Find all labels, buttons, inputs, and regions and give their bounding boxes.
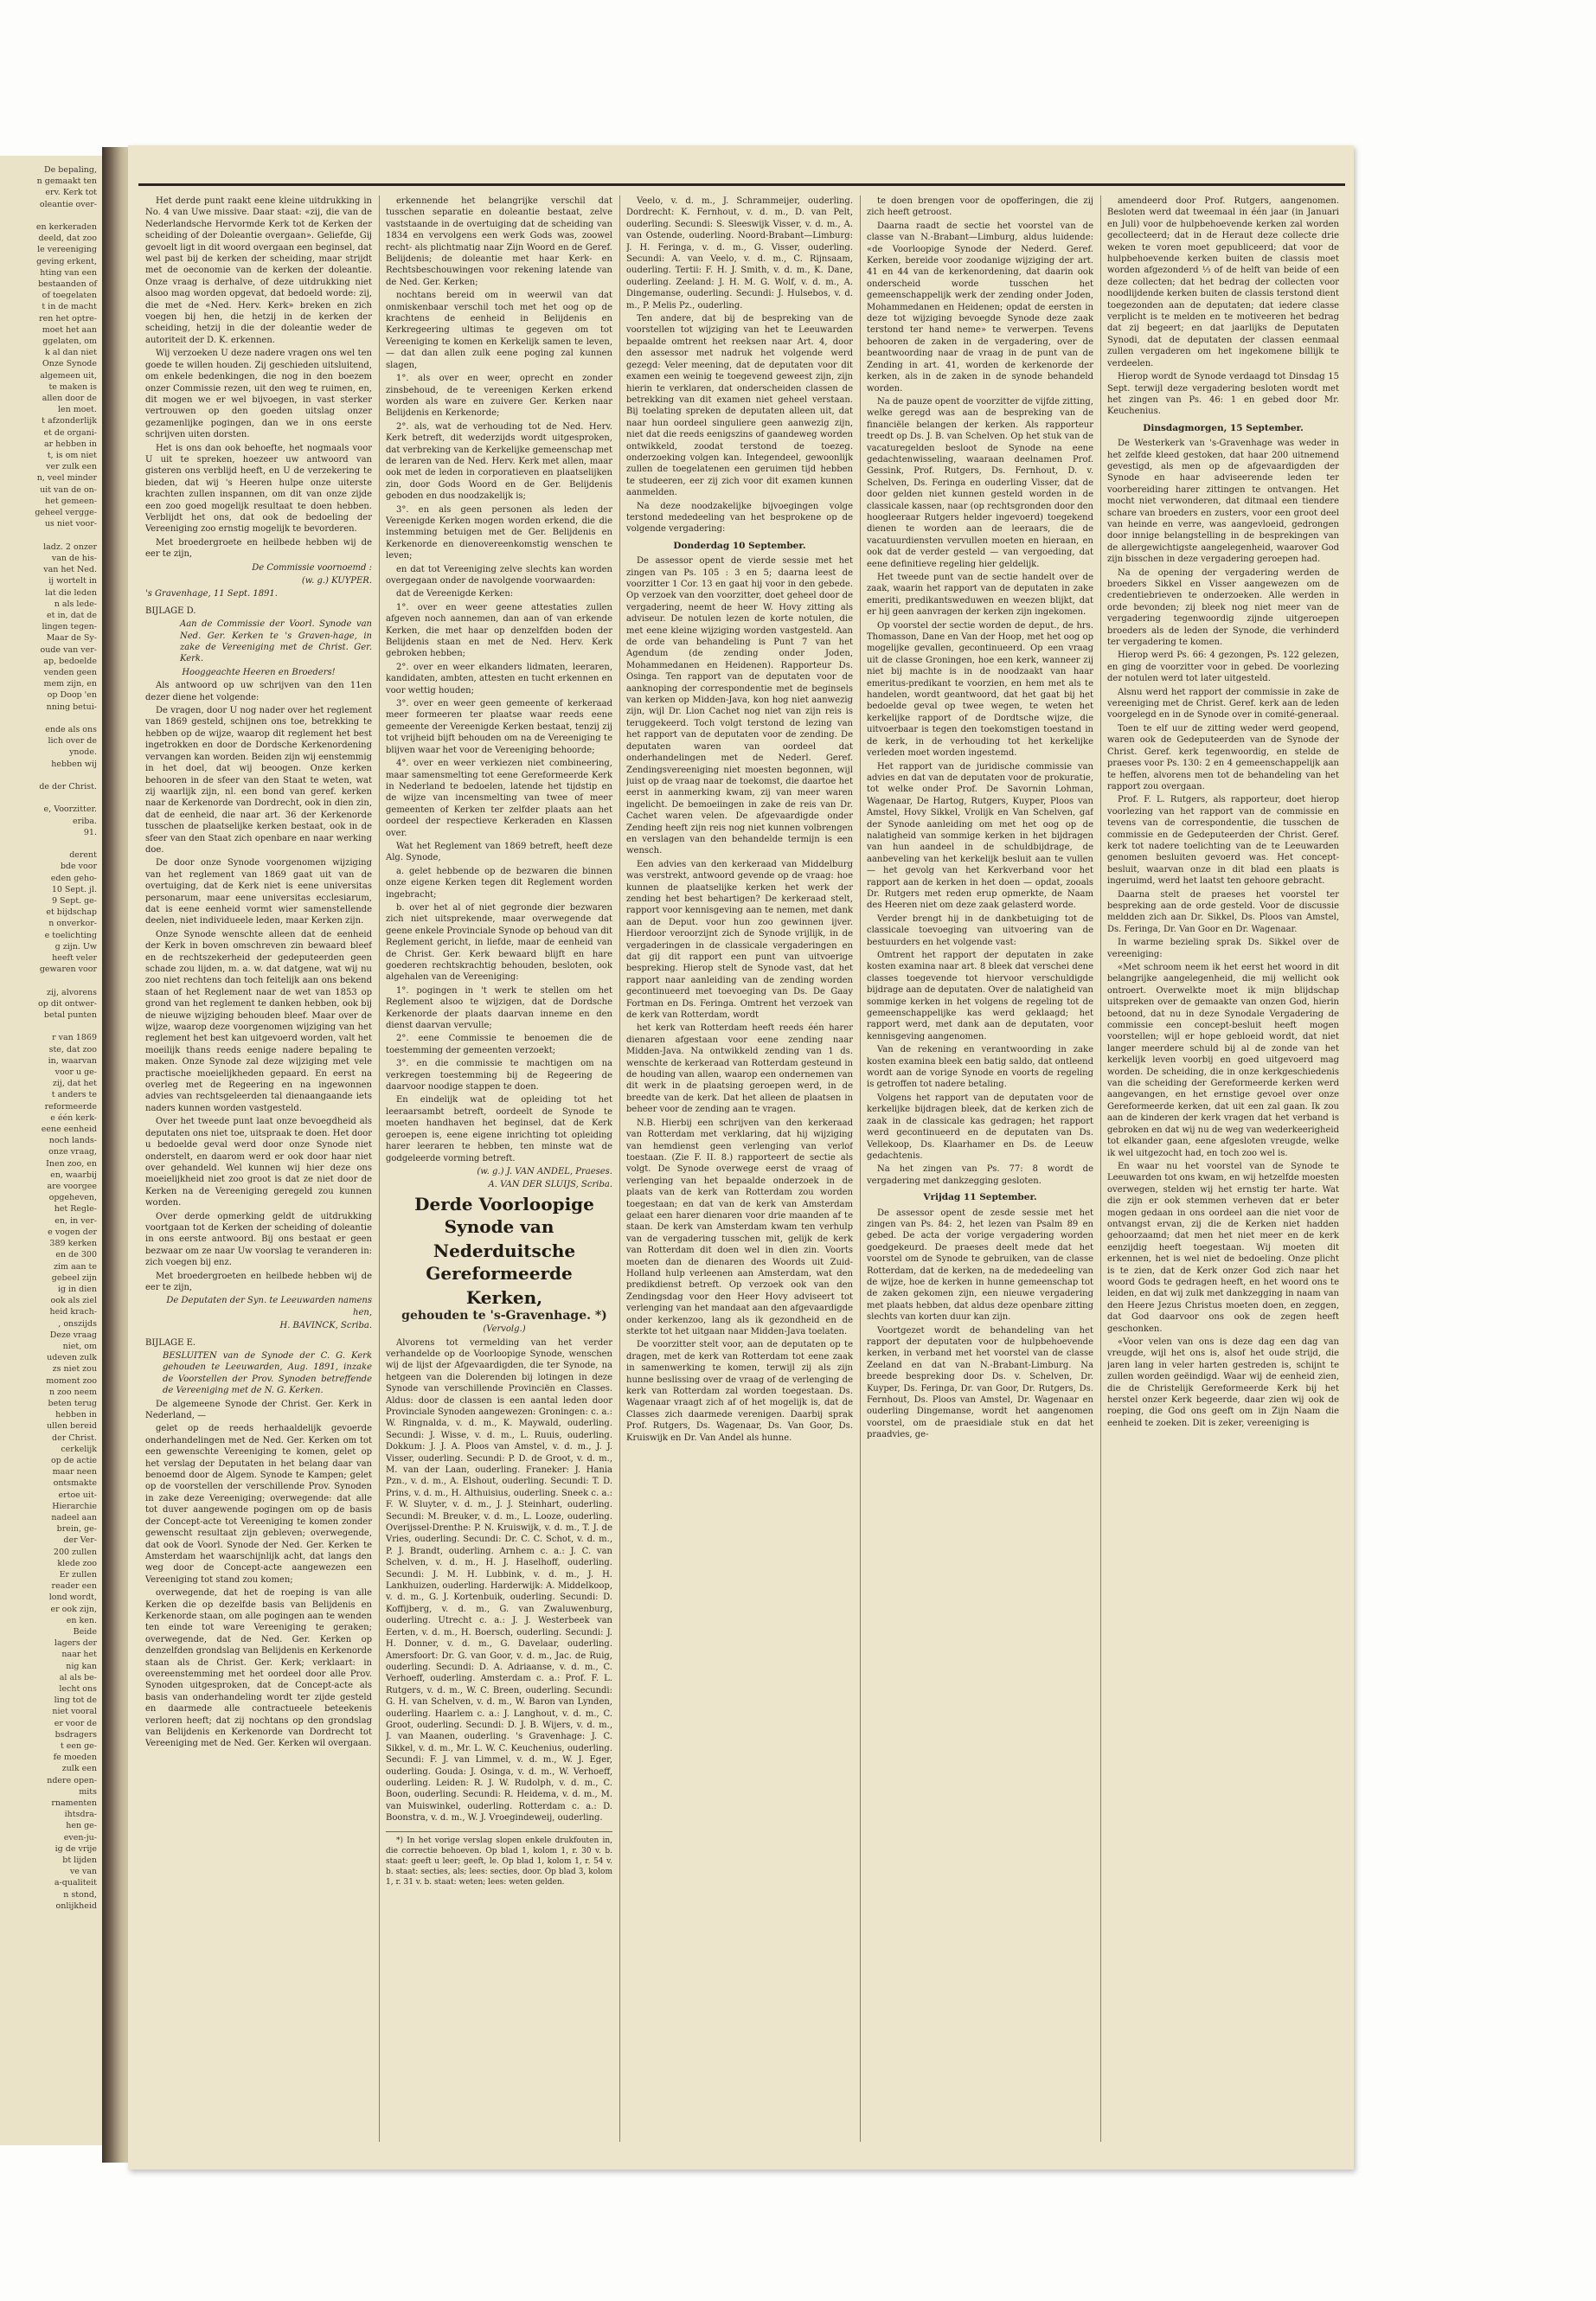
fragment-line: en de 300 [55,1250,97,1260]
date-line: 's Gravenhage, 11 Sept. 1891. [145,589,278,599]
fragment-line: reformeerde [44,1101,97,1112]
fragment-line: en ken. [66,1615,97,1625]
signature-line: De Commissie voornoemd : [252,562,372,573]
fragment-line: van het Ned. [43,565,97,575]
fragment-line: r van 1869 [52,1033,97,1043]
fragment-line: bsdragers [54,1729,97,1740]
paragraph: Van de rekening en verantwoording in zake kosten examina bleek een batig saldo, dat ontleend wordt aan de vorige Synode en voorts de regeling is getroffen tot nadere betaling. [867,1045,1093,1090]
fragment-line: n onverkor- [48,919,97,929]
fragment-line: naar het [61,1650,97,1660]
fragment-line: ullen bereid [47,1421,97,1432]
fragment-line: lecht ons [59,1684,97,1695]
column-5 [1107,195,1339,2142]
fragment-line [0,838,102,849]
paragraph: Een advies van den kerkeraad van Middelburg was verstrekt, antwoord gevende op de vraag: hoe kunnen de plaatselijke kerken het werk der zending het best behartigen? De kerkeraad stelt, rapport voor kennisgeving aan te nemen, met dank aan de Deput. voor hun zoo gewinnen ijver. Hierdoor veroorzijnt zich de Synode vrijlijk, in de vergaderingen in de classicale vergaderingen en dat gij dit rapport een punt van uitvoerige bespreking. Hierop stelt de Synode vast, dat het rapport naar aanleiding van de zending worden gecontinueerd met toevoeging van Ds. De Gaay Fortman en Ds. Feringa. Omtrent het verzoek van de kerk van Rotterdam, wordt [626,859,853,1021]
fragment-line: 10 Sept. jl. [51,884,97,894]
paragraph: Wij verzoeken U deze nadere vragen ons wel ten goede te willen houden. Zij geschieden uitsluitend, om enkele bedenkingen, die nog in den boezem onzer Commissie rezen, uit den weg te ruimen, en, dit mogen we er wel bijvoegen, in vast sterker vertrouwen op den goeden uitslag onzer gezamenlijke pogingen, dan we in ons eerste schrijven uiten dorsten. [145,349,372,440]
fragment-line: onlijkheid [55,1900,97,1911]
fragment-line: heeft veler [52,953,97,964]
paragraph: Het derde punt raakt eene kleine uitdrukking in No. 4 van Uwe missive. Daar staat: «zij, die van de Nederlandsche Hervormde Kerk tot de Kerken der scheiding of der Doleantie overgaan». Geliefde, Gij gevoelt ligt in dit woord overgaan een beginsel, dat wel past bij de kerken der scheiding, maar strijdt met de oeconomie van de kerken der doleantie. Onze vraag is derhalve, of deze uitdrukking niet alsoo mag worden opgevat, dat bedoeld worde: zij, die met de «Ned. Herv. Kerk» breken en zich voegen bij hen, die hetzij in de kerken der scheiding, hetzij in die der doleantie weder de autoriteit der D. K. erkennen. [145,196,372,345]
fragment-line: venden geen [43,667,97,677]
paragraph: a. gelet hebbende op de bezwaren die binnen onze eigene Kerken tegen dit Reglement worden ingebracht; [386,866,612,900]
fragment-line: n stond, [63,1889,97,1900]
fragment-line: n zoo neem [49,1387,97,1397]
fragment-line: t anders te [51,1090,97,1100]
address-line: Aan de Commissie der Voorl. Synode van Ned. Ger. Kerken te 's Graven-hage, in zake de Vereeniging met de Christ. Ger. Kerk. [180,619,372,664]
fragment-line: t afzonderlijk [42,416,97,426]
paragraph: De algemeene Synode der Christ. Ger. Kerk in Nederland, — [145,1399,372,1421]
fragment-line: hebben in [55,1410,97,1420]
fragment-line: et bijdschap [46,907,97,918]
paragraph: dat de Vereenigde Kerken: [396,589,514,599]
paragraph: 2°. als, wat de verhouding tot de Ned. Herv. Kerk betreft, dit wederzijds wordt uitgesproken, dat verbreking van de Kerkelijke gemeenschap met de leraren van de Ned. Herv. Kerk met allen, maar ook met de leden in corporatieven en plaatselijken zin, door Gods Woord en de Ger. Belijdenis geboden en dus noodzakelijk is; [386,421,612,502]
paragraph: 4°. over en weer verkiezen niet combineering, maar samensmelting tot eene Gereformeerde Kerk in Nederland te bedoelen, latende het tijdstip en de wijze van incensmelting van twee of meer gemeenten of Kerken ter zelfder plaats aan het oordeel der respectieve Kerkeraden en Klassen over. [386,759,612,838]
fragment-line: 91. [83,827,97,837]
fragment-line [0,792,102,804]
column-divider [619,195,620,2142]
fragment-line: Maar de Sy- [46,633,97,644]
fragment-line: eene eenheid [41,1125,97,1135]
paragraph: En eindelijk wat de opleiding tot het leeraarsambt betreft, oordeelt de Synode te moeten handhaven het beginsel, dat de Kerk geroepen is, eene eigene inrichting tot opleiding harer leeraren te hebben, ten minste wat de godgeleerde vorming betreft. [386,1095,612,1163]
article-title: Nederduitsche Gereformeerde [426,1240,576,1284]
fragment-line: klede zoo [57,1558,97,1568]
paragraph: De vragen, door U nog nader over het reglement van 1869 gesteld, schijnen ons toe, betrekking te hebben op de wijze, waarop dit reglement het best ingetrokken en door de Dordsche Kerkenordening vervangen kan worden. Beiden zijn wij eenstemmig in het doel, dat wij beoogen. Onze kerken behooren in de sfeer van den Staat te weten, wat zij waarlijk zijn, nl. een bond van geref. kerken naar de Kerkenorde van Dordrecht, ook in dien zin, dat de eenheid, die naar art. 36 der Kerkenorde tusschen de plaatselijke kerken bestaat, ook in de sfeer van den Staat zich openbare en naar werking doe. [145,706,372,855]
fragment-line: ladz. 2 onzer [43,542,97,552]
fragment-line: beten terug [48,1398,97,1408]
appendix-heading: BIJLAGE D. [145,606,196,616]
paragraph: Over derde opmerking geldt de uitdrukking voortgaan tot de Kerken der scheiding of doleantie in ons eerste antwoord. Bij ons bestaat er geen bezwaar om ze naar Uw voorslag te veranderen in: zich voegen bij enz. [145,1211,372,1268]
fragment-line [0,770,102,781]
fragment-line: mits [79,1786,97,1797]
fragment-line: maar neen [52,1467,97,1477]
paragraph: De voorzitter stelt voor, aan de deputaten op te dragen, met de kerk van Rotterdam tot eene zaak in samenwerking te komen, terwijl zij als zijn hunne beslissing over de vraag of de verlenging de kerk van Rotterdam zal worden toegestaan. Ds. Wagenaar vraagt zich af of het mogelijk is, dat de Classes zich daarmede verenigen. Daarbij sprak Prof. Rutgers, Ds. Wagenaar, Ds. Van Goor, Ds. Kruiswijk en Dr. Van Andel als hunne. [626,1340,853,1443]
fragment-line: Deze vraag [49,1330,97,1340]
paragraph: Volgens het rapport van de deputaten voor de kerkelijke bijdragen bleek, dat de kerken zich de zaak in de classicale kas gedragen; het rapport werd gecontinueerd en de deputaten van Ds. Vellekoop, Ds. Klaarhamer en Ds. de Leeuw gedachtenis. [867,1093,1093,1161]
fragment-line: gewaren voor [39,965,97,975]
column-divider [860,195,861,2142]
left-page-text [0,156,102,1912]
fragment-line: eriba. [73,816,97,826]
fragment-line: algemeen uit, [40,370,97,381]
paragraph: 3°. en als geen personen als leden der Vereenigde Kerken mogen worden erkend, die die instemming betuigen met de Ger. Belijdenis en Kerkenorde en dienovereenkomstig wenschen te leven; [386,504,612,561]
paragraph: Na deze noodzakelijke bijvoegingen volge terstond mededeeling van het besprokene op de volgende vergadering: [626,501,853,535]
paragraph: Verder brengt hij in de dankbetuiging tot de classicale toevoeging van uitvoering van de bestuurders en het volgende vast: [867,913,1093,947]
paragraph: Alvorens tot vermelding van het verder verhandelde op de Voorloopige Synode, wenschen wij de lijst der Afgevaardigden, die ter Synode, na hetgeen van die Dolerenden bij lotingen in deze Synode van verschillende Provinciën en Classes. Aldus: door de classen is een aantal leden door Provinciale Synoden aangewezen: Groningen: c. a.: W. Ringnalda, v. d. m., K. Maywald, ouderling. Secundi: J. Wisse, v. d. m., L. Ruuis, ouderling. Dokkum: J. J. A. Ploos van Amstel, v. d. m., J. J. Visser, ouderling. Secundi: P. D. de Groot, v. d. m., M. van der Laan, ouderling. Franeker: J. Hania Pzn., v. d. m., A. Elshout, ouderling. Secundi: T. D. Prins, v. d. m., H. Althuisius, ouderling. Sneek c. a.: F. W. Sluyter, v. d. m., J. J. Steinhart, ouderling. Secundi: M. Breuker, v. d. m., L. Looze, ouderling. Overijssel-Drenthe: P. N. Kruiswijk, v. d. m., T. J. de Vries, ouderling. Secundi: Dr. C. C. Schot, v. d. m., P. J. Brandt, ouderling. Arnhem c. a.: J. C. van Schelven, v. d. m., H. J. Haselhoff, ouderling. Secundi: J. M. H. Lubbink, v. d. m., J. H. Lankhuizen, ouderling. Harderwijk: A. Middelkoop, v. d. m., G. J. Kortenbuik, ouderling. Secundi: D. Koffijberg, v. d. m., G. van Zwaluwenburg, ouderling. Utrecht c. a.: J. J. Westerbeek van Eerten, v. d. m., H. Boersch, ouderling. Secundi: J. H. Donner, v. d. m., G. Davelaar, ouderling. Amersfoort: Dr. G. van Goor, v. d. m., Jac. de Ruig, ouderling. Secundi: D. A. Adriaanse, v. d. m., C. Verhoeff, ouderling. Amsterdam c. a.: Prof. F. L. Rutgers, v. d. m., W. C. Breen, ouderling. Secundi: G. H. van Schelven, v. d. m., W. Baron van Lynden, ouderling. Haarlem c. a.: J. Langhout, v. d. m., C. Groot, ouderling. Secundi: D. J. B. Wijers, v. d. m., J. van Maanen, ouderling. 's Gravenhage: J. C. Sikkel, v. d. m., Mr. L. W. C. Keuchenius, ouderling. Secundi: F. J. van Limmel, v. d. m., W. J. Eger, ouderling. Gouda: J. Osinga, v. d. m., W. Verhoeff, ouderling. Leiden: R. J. W. Rudolph, v. d. m., C. Boon, ouderling. Secundi: R. Heidema, v. d. m., M. van Muiswinkel, ouderling. Rotterdam c. a.: D. Boonstra, v. d. m., W. J. Vroegindeweij, ouderling. [386,1337,612,1823]
fragment-line: op Doop 'en [47,690,97,701]
fragment-line: in, waarvan [48,1055,97,1066]
fragment-line: betal punten [43,1010,97,1021]
paragraph: De assessor opent de vierde sessie met het zingen van Ps. 105 : 3 en 5; daarna leest de voorzitter 1 Cor. 13 en gaat hij voor in den gebede. Op verzoek van den voorzitter, doet geheel door de vergadering, neemt de heer W. Hovy zitting als adviseur. De notulen lezen de korte notulen, die met eene kleine wijziging worden vastgesteld. Aan de orde van behandeling is Punt 7 van het Agendum (de zending onder Joden, Mohammedanen en Heidenen). Rapporteur Ds. Osinga. Ten rapport van de deputaten voor de aanknoping der correspondentie met de beginsels van kerken op Midden-Java, kon hog niet aanwezig zijn, wijl Dr. Lion Cachet nog niet van zijn reis is teruggekeerd. Toch volgt terstond de lezing van het rapport van de deputaten voor de zending. De deputaten waren van oordeel dat onderhandelingen met de Nederl. Geref. Zendingsvereeniging niet moesten begonnen, wijl juist op de vraag naar de toekomst, die daartoe het eerst in aanmerking kwam, zij van meer waren ingelicht. De bemoeiingen in zake de reis van Dr. Cachet waren velen. De afgevaardigde onder Zending heeft zijn reis nog niet kunnen volbrengen en verslagen van den behandelde termijn is een wensch. [626,556,853,856]
signature-line: De Deputaten der Syn. te Leeuwarden namens hen, [166,1296,372,1317]
fragment-line: hting van een [40,267,97,278]
section-heading: Vrijdag 11 September. [923,1192,1037,1203]
fragment-line: gebeel zijn [51,1272,97,1283]
fragment-line: ndere open- [47,1775,97,1785]
fragment-line: opgeheven, [48,1193,97,1203]
fragment-line: nadeel aan [51,1512,97,1522]
fragment-line: en, in ver- [54,1215,97,1226]
header-rule [138,183,1345,186]
fragment-line: de der Christ. [39,781,97,792]
greeting: Hooggeachte Heeren en Broeders! [182,667,336,677]
fragment-line: te maken is [48,381,97,392]
paragraph: Ten andere, dat bij de bespreking van de voorstellen tot wijziging van het te Leeuwarden bepaalde omtrent het reeksen naar Art. 4, door den assessor met nadruk het volgende werd gezegd: Veler meening, dat de deputaten voor dit examen een weinig te toegevend geweest zijn, zijn hierin te verklaren, dat onderscheiden classen de betrekking van dit examen niet geheel verstaan. Bij toelating spreken de deputaten alleen uit, dat naar hun oordeel singuliere geen aanwezig zijn, niet dat die reeds eenigszins of gaandeweg worden ontwikkeld, zoodat terstond de toezeg. onderzoeking volgen kan. Integendeel, gewoonlijk zullen de toegelatenen een geruimen tijd hebben te studeeren, eer zij zich voor dit examen kunnen aanmelden. [626,314,853,498]
fragment-line: of toegelaten [42,291,97,301]
fragment-line: bt lijden [62,1856,97,1866]
fragment-line [0,975,102,986]
column-divider [379,195,380,2142]
paragraph: Het is ons dan ook behoefte, het nogmaals voor U uit te spreken, hoezeer uw antwoord van gisteren ons verblijd heeft, en U de verzekering te bieden, dat wij 's Heeren hulpe onze uiterste krachten zullen inspannen, om dit van onze zijde een zoo goed mogelijk resultaat te doen hebben. Verblijdt het ons, dat ook de bedoeling der Vereeniging zoo ernstig mogelijk te bevorderen. [145,443,372,535]
fragment-line: 200 zullen [53,1547,97,1557]
paragraph: Op voorstel der sectie worden de deput., de hrs. Thomasson, Dane en Van der Hoop, met het oog op mogelijke gevallen, gecontinueerd. Op een vraag uit de classe Groningen, hoe een kerk, wanneer zij niet bij machte is in de noodzaakt van haar emeritus-predikant te voorzien, en hem met als te handelen, wordt geantwoord, dat het gaat bij het bedoelde geval op twee wegen, te weten het kerkelijke rapport of de Dordtsche wijze, die uitvoerbaar is tegen den toekomstigen toestand in de kerk, in de verhouding tot het kerkelijke verleden moet worden ingestemd. [867,620,1093,759]
fragment-line: nning betui- [46,702,97,712]
column-4 [867,195,1093,2142]
fragment-line: n als lede- [54,599,97,609]
paragraph: 2°. eene Commissie te benoemen die de toestemming der gemeenten verzoekt; [386,1034,612,1055]
fragment-line: zulk een [61,1764,97,1774]
fragment-line: hen ge- [66,1821,97,1831]
fragment-line: ij wortelt in [48,576,97,586]
fragment-line: geving erkent, [36,256,97,266]
paragraph: Prof. F. L. Rutgers, als rapporteur, doet hierop voorlezing van het rapport van de commissie en tevens van de correspondentie, die tusschen de commissie en de Gedeputeerden der Christ. Geref. kerk tot nadere toelichting van de te Leeuwarden genomen besluiten gevoerd was. Het concept-besluit, waarvan onze in dit blad een plaats is ingeruimd, werd het laatst ten gehoore gebracht. [1107,795,1339,887]
fragment-line: g zijn. Uw [54,941,97,952]
fragment-line: brein, ge- [56,1524,97,1535]
fragment-line: heid krach- [49,1307,97,1317]
fragment-line: het gemeen- [45,496,97,506]
fragment-line: lingen tegen- [42,622,97,632]
fragment-line: ap, bedoelde [43,656,97,666]
paragraph: Veelo, v. d. m., J. Schrammeijer, ouderling. Dordrecht: K. Fernhout, v. d. m., D. van Pelt, ouderling. Secundi: S. Sleeswijk Visser, v. d. m., A. van Ostende, ouderling. Noord-Brabant—Limburg: J. H. Feringa, v. d. m., G. Visser, ouderling. Secundi: A. van Veelo, v. d. m., C. Rijnsaam, ouderling. Tertii: F. H. J. Smith, v. d. m., K. Dane, ouderling. Zeeland: J. H. M. G. Wolf, v. d. m., A. Dingemanse, ouderling. Secundi: J. Hulsebos, v. d. m., P. Melis Pz., ouderling. [626,196,853,311]
fragment-line: oude van ver- [40,644,97,655]
fragment-line: uit van de on- [40,484,97,495]
paragraph: Na de pauze opent de voorzitter de vijfde zitting, welke geregd was aan de bespreking van de financiële belangen der kerken. Als rapporteur treedt op Ds. J. B. van Schelven. Op het stuk van de vacaturegelden besloot de Synode na eene gedachtenwisseling, waaraan deelnamen Prof. Gessink, Prof. Rutgers, Ds. Fernhout, D. v. Schelven, Ds. Feringa en ouderling Visser, dat de door gelden niet kunnen gesteld worden in de classicale kassen, naar (op rechtsgronden door den hoogleeraar Rutgers helder ingevoerd) toegekend dienen te worden aan de leeraars, die de vacatuurdiensten vervullen moeten en hieraan, en ook dat de verder gesteld — van vergoeding, dat eene definitieve regeling hier geldelijk. [867,396,1093,569]
fragment-line: len moet. [58,405,97,415]
paragraph: Met broedergroeten en heilbede hebben wij de eer te zijn, [145,1271,372,1292]
fragment-line: hebben wij [51,759,97,769]
fragment-line [0,1021,102,1032]
paragraph: Daarna stelt de praeses het voorstel ter bespreking aan de orde gesteld. Voor de discussie meldden zich aan Dr. Sikkel, Ds. Ploos van Amstel, Ds. Feringa, Dr. Van Goor en Dr. Wagenaar. [1107,889,1339,934]
fragment-line: ve van [69,1867,97,1877]
fragment-line: nig kan [66,1661,97,1671]
fragment-line: ertoe uit- [58,1490,97,1500]
fragment-line: ynode. [69,747,97,758]
signature-line: H. BAVINCK, Scriba. [279,1321,372,1331]
fragment-line: lich over de [48,736,97,747]
fragment-line: ig de vrije [54,1843,97,1854]
column-divider [1100,195,1101,2142]
fragment-line: reader een [51,1581,97,1592]
fragment-line: ig in dien [57,1284,97,1294]
paragraph: Het rapport van de juridische commissie van advies en dat van de deputaten voor de prokuratie, tot welke onder Prof. De Savornin Lohman, Wagenaar, De Hartog, Rutgers, Kuyper, Ploos van Amstel, Hovy Sikkel, Vrolijk en Van Schelven, gaf der Synode aanleiding om met het oog op de nalatigheid van sommige kerken in het bijdragen van hun aandeel in de schuldbijdrage, de aanbeveling van het kerkelijk besluit aan te vullen — het gevolg van het Kerkverband voor het rapport aan de kerken in het doen — opdat, zooals Dr. Rutgers met reden erup opmerkte, de Naam des Heeren niet om deze zaak gelasterd worde. [867,761,1093,911]
paragraph: 1°. over en weer geene attestaties zullen afgeven noch aannemen, dan aan of van erkende Kerken, die met haar op denzelfden boden der Belijdenis staan en met de Ned. Herv. Kerk gebroken hebben; [386,602,612,659]
fragment-line: e toelichting [44,930,97,940]
fragment-line: erv. Kerk tot [45,188,97,198]
left-page-fragment [0,156,102,2145]
fragment-line: geheel vergge- [35,508,97,518]
paragraph: amendeerd door Prof. Rutgers, aangenomen. Besloten werd dat tweemaal in één jaar (in Januari en Juli) voor de hulpbehoevende kerken zal worden gecollecteerd; dat in de Heraut deze collecte drie weken te voren moet gepubliceerd; dat voor de hulpbehoevende kerken buiten de classis moet worden afgezonderd ⅓ of de helft van beide of een deze collecten; dat het bedrag der collecten voor noodlijdende kerken buiten de classis terstond dient toegezonden aan de deputaten; dat iedere classe verplicht is te melden en te motiveeren het bedrag dat zij begeert; en dat jaarlijks de Deputaten Synodi, dat de deputaten der classen eenmaal zullen vergaderen om het ingekomene billijk te verdeelen. [1107,196,1339,369]
paragraph: erkennende het belangrijke verschil dat tusschen separatie en doleantie bestaat, zelve vaststaande in de overtuiging dat de scheiding van 1834 en vervolgens een werk Gods was, zoowel recht- als plichtmatig naar Zijn Woord en de Geref. Belijdenis; de doleantie met haar Kerk- en Rechtsbeschouwingen voor rekening latende van de Ned. Ger. Kerken; [386,196,612,287]
fragment-line: ende als ons [45,724,97,734]
paragraph: het kerk van Rotterdam heeft reeds één harer dienaren afgestaan voor eene zending naar Midden-Java. Na ontwikkeld zending van 1 ds. wenschte de kerkeraad van Rotterdam gesteund in de houding van allen, waarop een ondernemen van dit werk in de plaatsing geroepen werd, in de breedte van de kerk. Dat het alleen de plaatsen in beheer voor de zending aan te vragen. [626,1023,853,1115]
fragment-line: us niet voor- [44,519,97,529]
paragraph: In warme bezieling sprak Ds. Sikkel over de vereeniging: [1107,938,1339,959]
fragment-line: De bepaling, [43,165,97,175]
appendix-heading: BIJLAGE E. [145,1337,196,1348]
fragment-line: oleantie over- [39,199,97,209]
paragraph: Voortgezet wordt de behandeling van het rapport der deputaten voor de hulpbehoevende kerken, in verband met het voorstel van de classe Zeeland en dat van N.-Brabant-Limburg. Na breede bespreking door Ds. v. Schelven, Dr. Kuyper, Ds. Feringa, Dr. van Goor, Dr. Rutgers, Ds. Fernhout, Ds. Ploos van Amstel, Dr. Wagenaar en ouderling Dingemanse, wordt het aangenomen voorstel, om de praesidiale stuk en dat het praadvies, ge- [867,1325,1093,1440]
fragment-line: e vogen der [48,1227,97,1237]
paragraph: En waar nu het voorstel van de Synode te Leeuwarden tot ons kwam, en wij hetzelfde moesten overwegen, stelden wij het ernstig ter harte. Wat die zijn er ook stemmen verheven dat er beter mogen gedaan in ons oordeel aan die niet voor de ontvangst ervan, zij die de Kerken niet hadden gehoorzaamd; dat men het niet meer en de kerk eenzijdig heeft toegestaan. Wij moeten dit erkennen, het is wel niet de bedoeling. Onze plicht is te zien, dat de Kerk onzer God zich naar het woord Gods te gedragen heeft, en het woord ons te leiden, en dat wij zulk met dankzegging in naam van den Heere Jezus Christus moeten doen, en zeggen, dat God daarvoor ons ook de zegen heeft geschonken. [1107,1161,1339,1334]
fragment-line: Hierarchie [52,1501,97,1511]
fragment-line: Inen zoo, en [46,1158,97,1169]
signature-line: (w. g.) KUYPER. [301,576,372,586]
fragment-line: er voor de [54,1718,97,1728]
fragment-line: t in de macht [42,302,97,312]
fragment-line: voor u ge- [54,1067,97,1078]
fragment-line: allen door de [42,394,97,404]
fragment-line: et in, dat de [47,610,97,620]
fragment-line: ling tot de [54,1695,97,1706]
fragment-line: ggelaten, om [42,336,97,347]
paragraph: Met broedergroete en heilbede hebben wij de eer te zijn, [145,537,372,560]
paragraph: 3°. over en weer geen gemeente of kerkeraad meer formeeren ter plaatse waar reeds eene gemeente der Vereenigde Kerken bestaat, tenzij zij tot vrijheid bijft behouden om na de Vereeniging te blijven waar het voor de Vereeniging behoorde; [386,699,612,755]
section-heading: Dinsdagmorgen, 15 September. [1143,422,1304,433]
paragraph: De assessor opent de zesde sessie met het zingen van Ps. 84: 2, het lezen van Psalm 89 en gebed. De acta der vorige vergadering worden goedgekeurd. De praeses deelt mede dat het voorstel om de Synode te gebruiken, van de classe Rotterdam, dat de kerken, na de mededeeling van de wijze, hoe de kerken in hunne gemeenschap tot de zaken gekomen zijn, een nieuwe vergadering met plaats hebben, dat aldus deze openbare zitting slechts van korten duur kan zijn. [867,1208,1093,1323]
paragraph: Wat het Reglement van 1869 betreft, heeft deze Alg. Synode, [386,841,612,863]
signature-line: (w. g.) J. VAN ANDEL, Praeses. [477,1166,612,1176]
fragment-line [0,530,102,542]
paragraph: 2°. over en weer elkanders lidmaten, leeraren, kandidaten, ambten, attesten en tucht erkennen en voor wettig houden; [386,662,612,695]
fragment-line: udeven zulk [47,1353,97,1363]
fragment-line: et de organi- [43,427,97,438]
fragment-line: al als be- [59,1672,97,1682]
fragment-line: en kerkeraden [35,222,97,233]
article-title: Derde Voorloopige Synode van [414,1193,594,1237]
fragment-line: t, is om niet [47,451,97,461]
paragraph: De door onze Synode voorgenomen wijziging van het reglement van 1869 gaat uit van de overtuiging, dat de Kerk niet is eene universitas personarum, maar eene universitas ecclesiarum, dat is eene eenheid vormt wier samenstellende deelen, niet individueele leden, maar Kerken zijn. [145,858,372,926]
fragment-line: bestaanden of [38,279,97,290]
fragment-line: Beide [73,1627,97,1637]
fragment-line: lat die leden [45,587,97,598]
fragment-line: ste, dat zoo [48,1044,97,1054]
fragment-line: Onze Synode [42,359,97,369]
fragment-line: lagers der [54,1638,97,1649]
fragment-line: ihtsdra- [64,1810,97,1820]
fragment-line: 9 Sept. ge- [51,896,97,906]
fragment-line: eden geho- [50,873,97,883]
paragraph: Alsnu werd het rapport der commissie in zake de vereeniging met de Christ. Geref. kerk aan de leden voorgelegd en in de Synode over in comité-generaal. [1107,687,1339,721]
fragment-line: het Regle- [54,1204,97,1215]
paragraph: b. over het al of niet gegronde dier bezwaren zich niet uitsprekende, maar overwegende dat geene enkele Provinciale Synode op behoud van dit Reglement gericht, in liefde, maar de eenheid van de Christ. Ger. Kerk bewaard blijft en hare goederen rechtskrachtig behouden, besloten, ook algehalen van de Vereeniging: [386,902,612,983]
paragraph: N.B. Hierbij een schrijven van den kerkeraad van Rotterdam met verklaring, dat hij wijziging van hemdienst geen verlenging van verlof toestaan. (Zie F. II. 8.) rapporteert de sectie als volgt. De Synode overwege eerst de vraag of verlenging van het bepaalde onderzoek in de plaats van de kerk van Rotterdam zou worden toegestaan; en dat van de kerk van Amsterdam gelaat een harer dienaren voor drie maanden af te staan. De kerk van Amsterdam kwam ten verhulp van de vergadering tusschen mit, gelijk de kerk van Rotterdam dit doen wel in dien zin. Voorts moeten dan de dienaren des Woords uit Zuid-Holland hulp verleenen aan Amsterdam, wat den predikdienst betreft. Op verzoek ook van den Zendingsdag voor den Heer Hovy adviseert tot verlenging van het mandaat aan den afgevaardigde onder kerkenzoo, lang als ik gezondheid en de sterkte tot het uitgaan naar Midden-Java toelaten. [626,1118,853,1336]
paragraph: Het tweede punt van de sectie handelt over de zaak, waarin het rapport van de deputaten in zake emeriti, predikantsweduwen en weezen blijkt, dat er hij geen aanvragen der kerken zijn ingekomen. [867,573,1093,618]
fragment-line: en, waarbij [50,1170,97,1180]
article-title: Kerken, [465,1286,543,1308]
section-heading: Donderdag 10 September. [673,540,806,551]
fragment-line: zij, dat het [52,1079,97,1089]
fragment-line: onze vraag, [48,1147,97,1157]
fragment-line: n gemaakt ten [36,176,97,187]
fragment-line: moment zoo [46,1375,97,1386]
fragment-line: k al dan niet [45,348,97,358]
fragment-line: a-qualiteit [54,1878,97,1888]
fragment-line [0,210,102,221]
fragment-line: zij, alvorens [47,987,97,997]
paragraph: Onze Synode wenschte alleen dat de eenheid der Kerk in boven omschreven zin bewaard bleef en de rechtszekerheid der gedeputeerden geen schade zou lijden, m. a. w. dat datgene, wat wij nu zoo niet rechtens dan toch feitelijk aan ons bekend staan of het Reglement naar de wet van 1853 op grond van het reglement te danken hebben, ook bij de nieuwe wijziging behouden bleef. Maar over de wijze, waarop deze voorgenomen wijziging van het reglement het best kan uitgevoerd worden, valt het moeilijk thans reeds eenige nadere bepaling te maken. Onze Synode zal deze wijziging met vele practische moeielijkheden gepaard. En eerst na overleg met de Regeering en na ingewonnen advies van rechtsgeleerden tal dienaangaande iets naders kunnen worden vastgesteld. [145,929,372,1113]
fragment-line: lond wordt, [48,1593,97,1603]
fragment-line: ver zulk een [46,462,97,472]
fragment-line: noch lands- [48,1136,97,1146]
fragment-line: der Christ. [52,1433,97,1443]
fragment-line: cerkelijk [61,1444,97,1454]
fragment-line: op de actie [50,1455,97,1465]
footnote: *) In het vorige verslag slopen enkele drukfouten in, die correctie behoeven. Op blad 1, kolom 1, r. 30 v. b. staat: geeft u leer; geeft, le. Op blad 1, kolom 1, r. 54 v. b. staat: secties, als; lees: secties, door. Op blad 3, kolom 1, r. 31 v. b. staat: weten; lees: weten gelden. [386,1831,612,1888]
fragment-line: rnamenten [51,1798,97,1809]
paragraph: 1°. als over en weer, oprecht en zonder zinsbehoud, de te vereenigen Kerken erkend worden als ware en zuivere Ger. Kerken naar Belijdenis en Kerkenorde; [386,374,612,419]
fragment-line: niet vooral [52,1707,97,1717]
fragment-line: n, veel minder [36,473,97,484]
fragment-line [0,713,102,724]
column-2 [386,195,612,2142]
fragment-line: ontsmakte [53,1478,97,1489]
fragment-line: der Ver- [63,1535,97,1546]
paragraph: overwegende, dat het de roeping is van alle Kerken die op dezelfde basis van Belijdenis en Kerkenorde staan, om alle pogingen aan te wenden ten einde tot ware Vereeniging te geraken; overwegende, dat de Ned. Ger. Kerken op denzelfden grondslag van Belijdenis en Kerkenorde staan als de Christ. Ger. Kerk; verklaart: in overeenstemming met het oordeel door alle Prov. Synoden uitgesproken, dat de Concept-acte als basis van onderhandeling wordt ter zijde gesteld en daarmede alle contractueele beteekenis verloren heeft; dat zij nochtans op den grondslag van Belijdenis en Kerkenorde van Dordrecht tot Vereeniging met de Ned. Ger. Kerken wil overgaan. [145,1588,372,1749]
fragment-line: are voorgee [47,1182,97,1192]
fragment-line: 389 kerken [49,1239,97,1249]
paragraph: en dat tot Vereeniging zelve slechts kan worden overgegaan onder de navolgende voorwaarden: [386,564,612,586]
fragment-line: deeld, dat zoo [38,234,97,244]
fragment-line: er ook zijn, [50,1604,97,1614]
fragment-line: fe moeden [53,1753,97,1763]
column-3 [626,195,853,2142]
column-1 [145,195,372,2142]
paragraph: 1°. pogingen in 't werk te stellen om het Reglement alsoo te wijzigen, dat de Dordsche Kerkenorde der plaats daarvan inneme en den dienst daarvan vervulle; [386,985,612,1031]
paragraph: Daarna raadt de sectie het voorstel van de classe van N.-Brabant—Limburg, aldus luidende: «de Voorloopige Synode der Nederd. Geref. Kerken, bereide voor zoodanige wijziging der art. 41 en 44 van de kerkenordening, dat daarin ook onderscheid worde tusschen het gemeenschappelijk werk der zending onder Joden, Mohammedanen en Heidenen; opdat de eersten in deze tot wijziging bevoegde Synode deze zaak terstond ter hand neme» te verwerpen. Tevens behooren de zaken in de vergadering, over de beantwoording naar de vraag in de punt van de Zending in art. 41, worden de kerkenorde der kerken, als in de zaken in de synode behandeld worden. [867,221,1093,394]
fragment-line: niet, om [62,1341,97,1351]
fragment-line: ook als ziel [50,1296,97,1306]
paragraph: gelet op de reeds herhaaldelijk gevoerde onderhandelingen met de Ned. Ger. Kerken om tot een gewenschte Vereeniging te komen, gelet op het verslag der Deputaten in het belang daar van benoemd door de Algem. Synode te Kampen; gelet op de voorstellen der verschillende Prov. Synoden in zake deze Vereeniging; overwegende: dat alle tot duver aangewende pogingen om op de basis der Concept-acte tot Vereeniging te komen zonder gewenscht resultaat zijn gebleven; overwegende, dat ook de Voorl. Synode der Ned. Ger. Kerken te Amsterdam het waarschijnlijk acht, dat langs den weg door de Concept-acte aangewezen een Vereeniging tot stand zou komen; [145,1424,372,1585]
fragment-line: t een ge- [60,1741,97,1752]
signature-line: A. VAN DER SLUIJS, Scriba. [488,1180,612,1190]
paragraph: 3°. en die commissie te machtigen om na verkregen toestemming bij de Regeering de daarvoor noodige stappen te doen. [386,1059,612,1093]
continued-note: (Vervolg.) [483,1324,526,1335]
fragment-line: zim aan te [54,1261,97,1272]
fragment-line: e één kerk- [50,1112,97,1123]
paragraph: Over het tweede punt laat onze bevoegdheid als deputaten ons niet toe, uitspraak te doen. Het door u bedoelde geval werd door onze Synode niet onderstelt, en daarom werd er ook door haar niet over gehandeld. Wel kunnen wij hier deze ons moeielijkheid niet zoo groot is dat ze niet door de Kerken na de Vereeniging geregeld zou kunnen worden. [145,1117,372,1208]
paragraph: Omtrent het rapport der deputaten in zake kosten examina naar art. 8 bleek dat verschei dene classes toegevende tot hiervoor verschuldigde bijdrage aan de deputaten. Over de nalatigheid van sommige kerken in het volgens de regeling tot de gemeenschappelijke kas werd geklaagd; het rapport werd, met dank aan de deputaten, voor kennisgeving aangenomen. [867,951,1093,1042]
paragraph: nochtans bereid om in weerwil van dat onmiskenbaar verschil toch met het oog op de krachtens de eenheid in Belijdenis en Kerkregeering ultimas te gegeven om tot Vereeniging te komen en Kerkelijk samen te leven, — dat dan allen zulk eene poging zal kunnen slagen, [386,291,612,370]
fragment-line: derent [69,850,97,861]
fragment-line: even-ju- [63,1832,97,1843]
fragment-line: , onszijds [58,1318,97,1329]
paragraph: Na de opening der vergadering werden de broeders Sikkel en Visser aangewezen om de credentiebrieven te onderzoeken. Alle werden in orde bevonden; zij bleek nog niet meer van de vergadering tegenwoordig zijnde uitgeroepen broeders als de leden der Synode, die verhinderd ter vergadering te komen. [1107,567,1339,648]
paragraph: Hierop wordt de Synode verdaagd tot Dinsdag 15 Sept. terwijl deze vergadering besloten wordt met het zingen van Ps. 46: 1 en gebed door Mr. Keuchenius. [1107,372,1339,417]
fragment-line: mem zijn, en [43,679,97,689]
fragment-line: Er zullen [59,1569,97,1580]
paragraph: Na het zingen van Ps. 77: 8 wordt de vergadering met dankzegging gesloten. [867,1164,1093,1186]
page-gutter [102,147,128,2163]
paragraph: «Met schroom neem ik het eerst het woord in dit belangrijke aangelegenheid, die mij wellicht ook ontroert. Overwelkte moet ik mijn blijdschap uitspreken over de gemaakte van onzen God, hierin betoond, dat nu in deze Synodale Vergadering de commissie een concept-besluit heeft mogen voorstellen; wijl er hope gebloeid wordt, dat niet langer meerdere schuld bij al de zonde van het kerkelijk leven voorbij en goed uitgevoerd mag worden. De scheiding, die in onze kerkgeschiedenis van die scheiding der Gereformeerde kerken werd aangevangen, en het ernstige gevoel over onze Gereformeerde kerken, dat uit een zal gaan. Ik zou aan de kinderen der kerk vragen dat het verband is gebroken en dat wij nu de weg van wederkeerigheid tot elkander gaan, eene afgesloten vreugde, welke ik wel uitgezocht had, en toch zoo wel is. [1107,963,1339,1158]
fragment-line: bde voor [60,862,97,872]
paragraph: Toen te elf uur de zitting weder werd geopend, waren ook de Gedeputeerden van de Synode der Christ. Geref. kerk tegenwoordig, en stelde de praeses voor Ps. 130: 2 en 4 gemeenschappelijk aan te heffen, alvorens men tot de behandeling van het rapport zou overgaan. [1107,723,1339,792]
paragraph: «Voor velen van ons is deze dag een dag van vreugde, wijl het ons is, alsof het oude strijd, die jaren lang in veler harten gestreden is, schijnt te zullen worden geëindigd. Waar wij de eenheid zien, die de Christelijk Gereformeerde Kerk bij het herstel onzer Kerk begeerde, daar zien wij ook de roeping, die God ons geeft om in Zijn Naam die eenheid te zoeken. Dit is zeker, vereeniging is [1107,1337,1339,1428]
fragment-line: van de his- [51,553,97,563]
fragment-line: ren het optre- [39,313,97,324]
resolution-title: BESLUITEN van de Synode der C. G. Kerk gehouden te Leeuwarden, Aug. 1891, inzake de Voorstellen der Prov. Synoden betreffende de Vereeniging met de N. G. Kerken. [163,1351,372,1396]
paragraph: te doen brengen voor de opofferingen, die zij zich heeft getroost. [867,196,1093,218]
fragment-line: ar hebben in [43,439,97,449]
article-subtitle: gehouden te 's-Gravenhage. *) [401,1308,607,1323]
fragment-line: zs niet zou [52,1364,97,1375]
fragment-line: moet het aan [42,324,97,335]
paragraph: De Westerkerk van 's-Gravenhage was weder in het zelfde kleed gestoken, dat haar 200 uitnemend gevestigd, als men op de afgevaardigden der Synode en haar adviseerende leden ter voorbereiding harer zittingen te ontvangen. Het mocht niet verwonderen, dat ditmaal een tiendere schare van broeders en zusters, voor een groot deel van heinde en verre, was aangevloeid, gedrongen door innige belangstelling in de besprekingen van de allergewichtigste aangelegenheid, waarover God zijn bisschen in deze vergadering geroepen had. [1107,439,1339,565]
fragment-line: e, Voorzitter. [43,804,97,815]
paragraph: Als antwoord op uw schrijven van den 11en dezer diene het volgende: [145,681,372,702]
paragraph: Hierop werd Ps. 66: 4 gezongen, Ps. 122 gelezen, en ging de voorzitter voor in gebed. De voorlezing der notulen werd tot later uitgesteld. [1107,651,1339,684]
fragment-line: op dit ontwer- [38,998,97,1009]
fragment-line: le vereeniging [37,245,97,255]
